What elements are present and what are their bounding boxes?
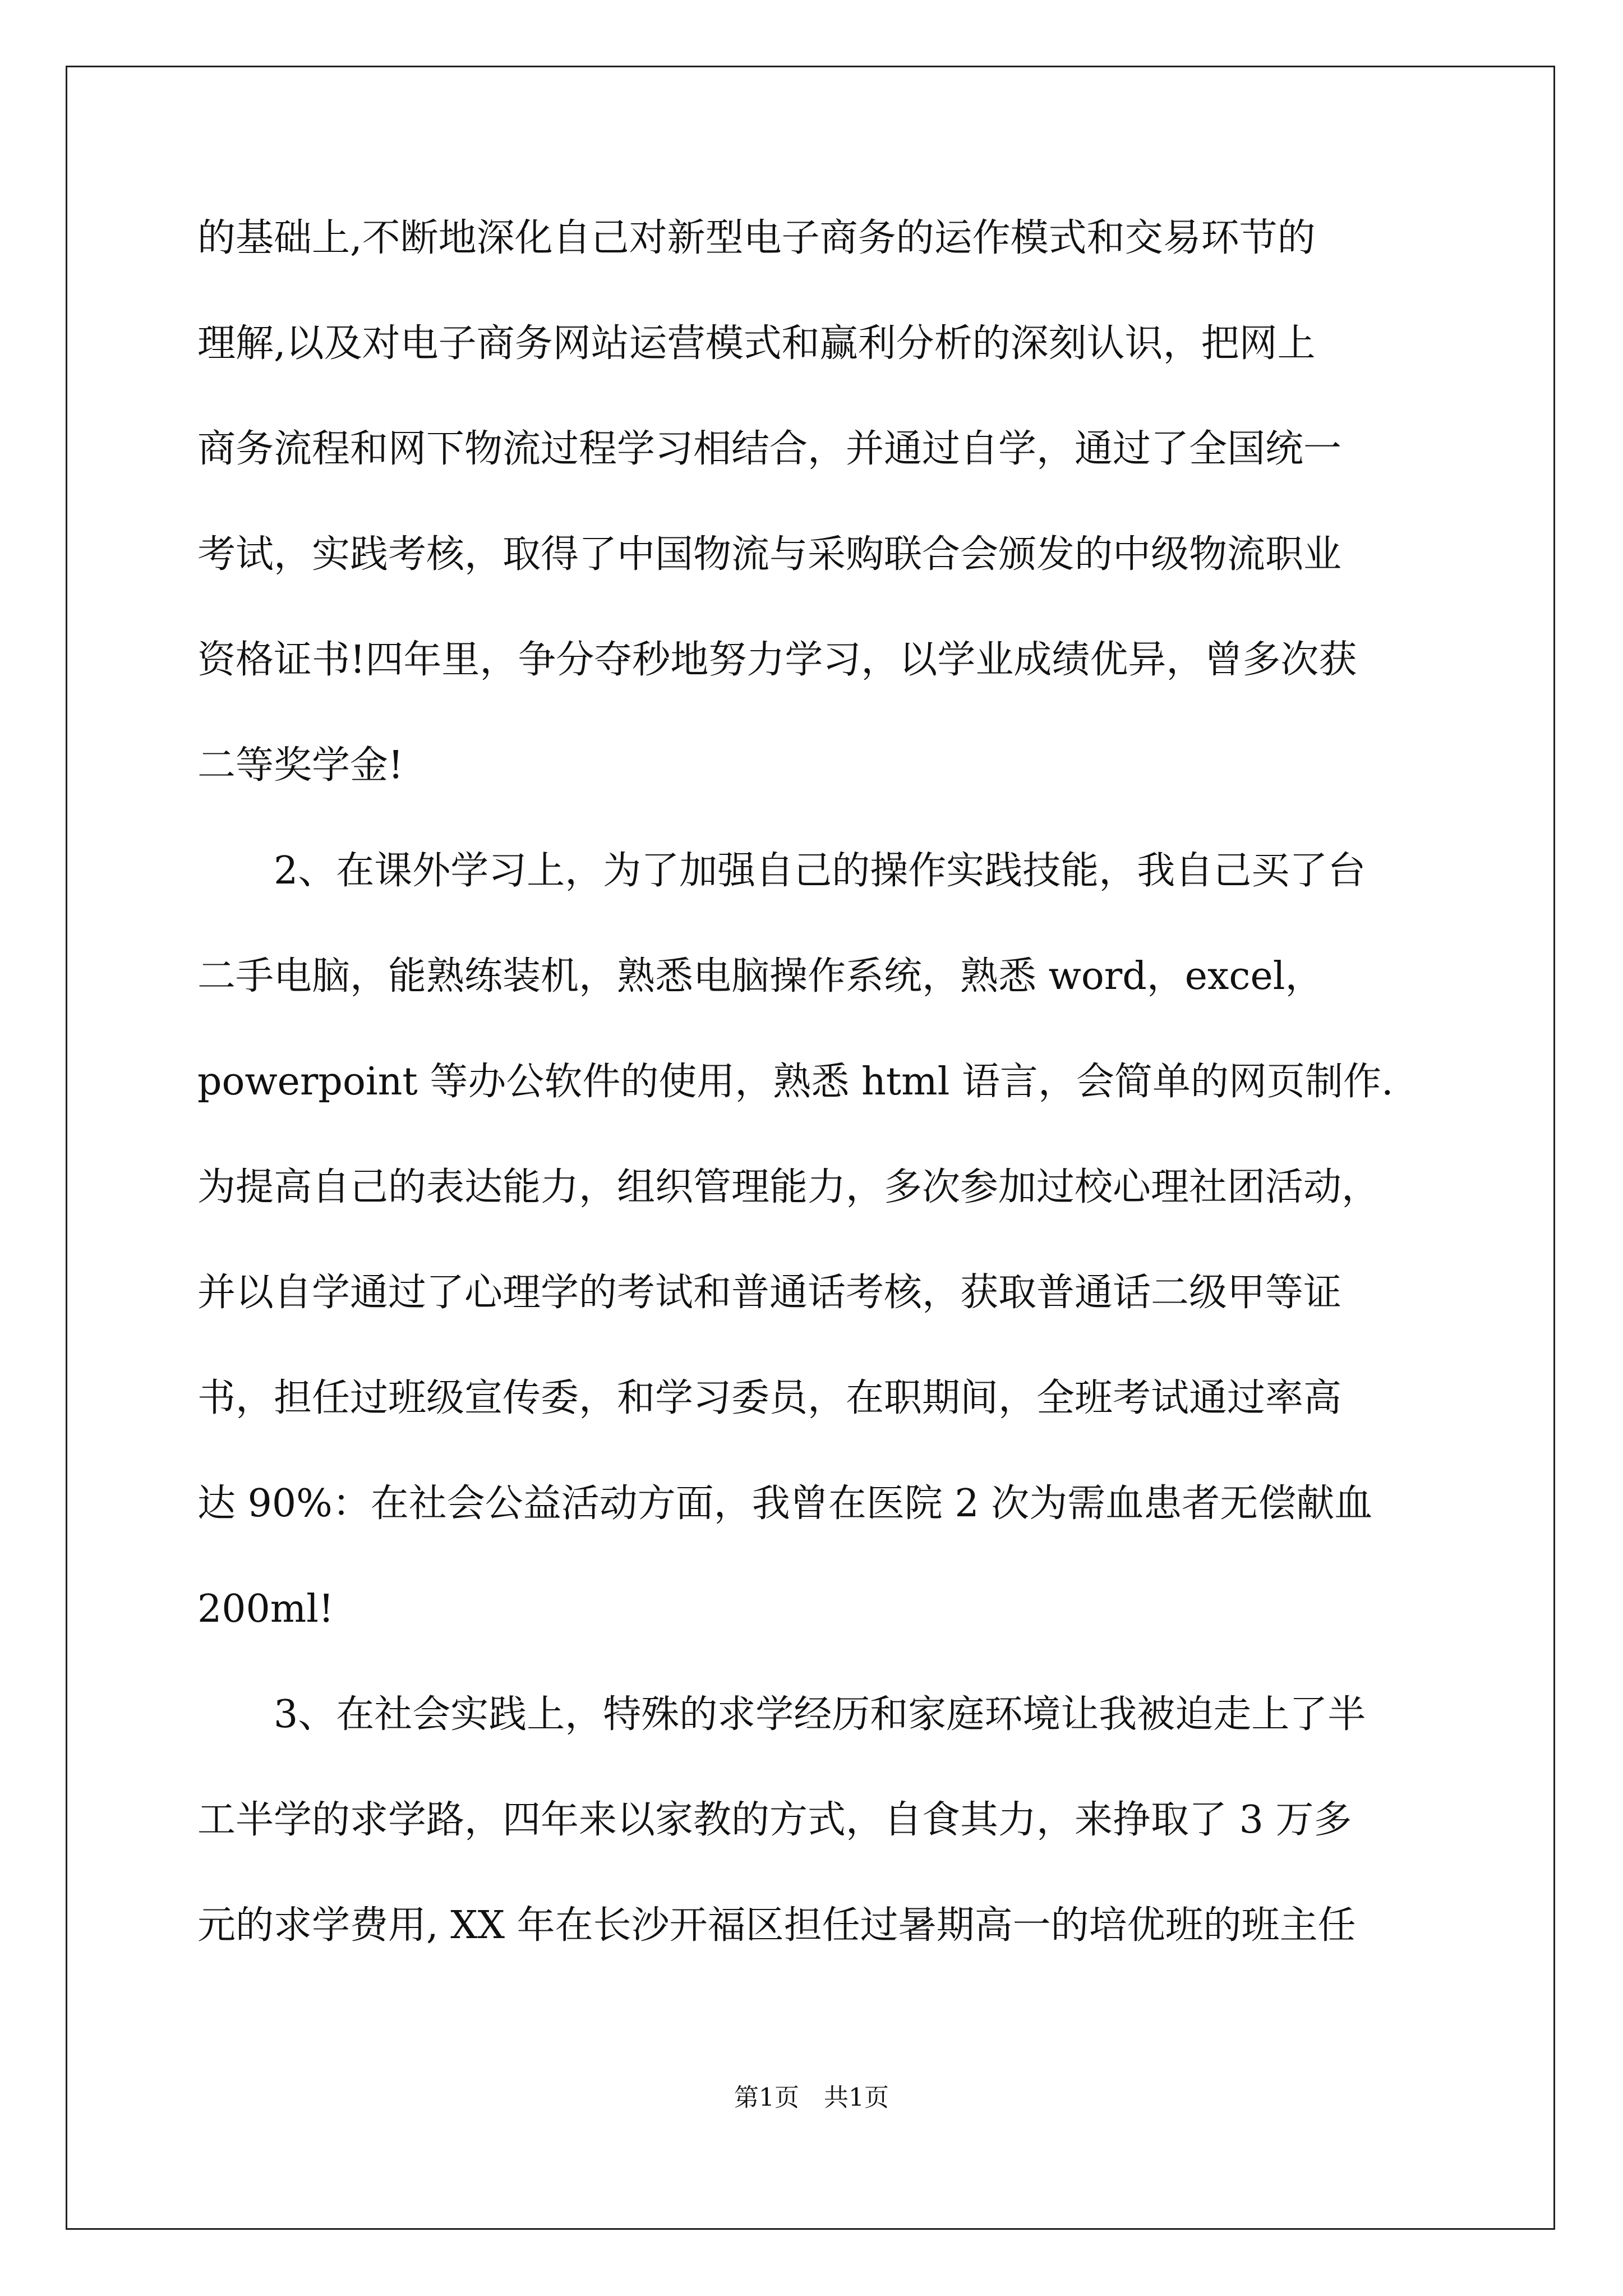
text-line: 二等奖学金! [197, 743, 404, 788]
text-line: 商务流程和网下物流过程学习相结合，并通过自学，通过了全国统一 [197, 427, 1342, 471]
text-line: 2、在课外学习上，为了加强自己的操作实践技能，我自己买了台 [197, 849, 1366, 893]
text-line: 并以自学通过了心理学的考试和普通话考核，获取普通话二级甲等证 [197, 1271, 1342, 1315]
text-line: 200ml! [197, 1587, 334, 1631]
text-line: 工半学的求学路，四年来以家教的方式，自食其力，来挣取了 3 万多 [197, 1798, 1352, 1842]
text-line: 的基础上,不断地深化自己对新型电子商务的运作模式和交易环节的 [197, 216, 1316, 260]
text-line: 3、在社会实践上，特殊的求学经历和家庭环境让我被迫走上了半 [197, 1692, 1366, 1737]
text-line: 资格证书!四年里，争分夺秒地努力学习，以学业成绩优异，曾多次获 [197, 638, 1357, 682]
text-line: 为提高自己的表达能力，组织管理能力，多次参加过校心理社团活动， [197, 1165, 1380, 1209]
text-line: 达 90%：在社会公益活动方面，我曾在医院 2 次为需血患者无偿献血 [197, 1481, 1373, 1526]
text-line: 考试，实践考核，取得了中国物流与采购联合会颁发的中级物流职业 [197, 532, 1342, 577]
text-line: 书，担任过班级宣传委，和学习委员，在职期间，全班考试通过率高 [197, 1376, 1342, 1420]
text-line: 元的求学费用, XX 年在长沙开福区担任过暑期高一的培优班的班主任 [197, 1903, 1356, 1948]
text-line: 二手电脑，能熟练装机，熟悉电脑操作系统，熟悉 word，excel， [197, 954, 1324, 999]
page-footer: 第1页 共1页 [734, 2083, 889, 2112]
text-line: 理解,以及对电子商务网站运营模式和赢利分析的深刻认识，把网上 [197, 321, 1316, 366]
text-line: powerpoint 等办公软件的使用，熟悉 html 语言，会简单的网页制作. [197, 1060, 1394, 1104]
